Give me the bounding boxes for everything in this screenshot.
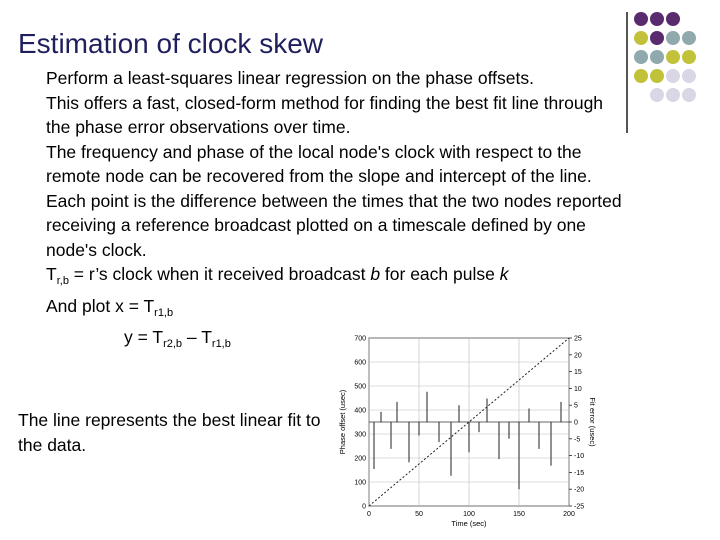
y-tick-label: 100	[354, 479, 366, 487]
y2-tick-label: 20	[574, 352, 582, 360]
bullet-3: The frequency and phase of the local node's clock with respect to the remote node can be recovered from the slope and intercept of the line.	[46, 141, 592, 186]
plot-y-prefix: y =	[124, 327, 153, 347]
bullet-2: This offers a fast, closed-form method for finding the best fit line through the phase error observations over time.	[46, 92, 604, 137]
plot-y-minus: – T	[182, 327, 212, 347]
slide-title: Estimation of clock skew	[18, 28, 323, 59]
x-tick-label: 200	[563, 511, 575, 518]
decor-dot	[666, 31, 680, 45]
decor-dot	[634, 50, 648, 64]
def-k: k	[499, 264, 509, 284]
y2-tick-label: -25	[574, 503, 585, 511]
y-axis-label: Phase offset (usec)	[338, 389, 347, 455]
decor-dot	[666, 12, 680, 26]
y-tick-label: 600	[354, 359, 366, 367]
plot-y-t1: T	[152, 327, 164, 347]
decor-dot	[666, 50, 680, 64]
x-axis-label: Time (sec)	[451, 519, 487, 528]
decor-dot	[682, 88, 696, 102]
decor-dot	[634, 12, 648, 26]
bullet-4: Each point is the difference between the times that the two nodes reported receiving a reference broadcast plotted on a timescale defined by one node's clock.	[46, 190, 622, 260]
y-tick-label: 200	[354, 455, 366, 463]
title-divider	[626, 12, 628, 133]
y-tick-label: 300	[354, 431, 366, 439]
bullet-1: Perform a least-squares linear regression on the phase offsets.	[46, 68, 534, 88]
def-t: T	[46, 264, 57, 284]
y2-tick-label: 0	[574, 419, 578, 427]
y-tick-label: 400	[354, 407, 366, 415]
y2-tick-label: 25	[574, 335, 582, 343]
caption: The line represents the best linear fit to the data.	[18, 410, 321, 455]
decor-dot	[666, 69, 680, 83]
decor-dot	[650, 12, 664, 26]
y-tick-label: 0	[362, 503, 366, 511]
decor-dot	[682, 31, 696, 45]
y2-tick-label: 5	[574, 402, 578, 410]
decor-dot	[650, 50, 664, 64]
y2-tick-label: -15	[574, 469, 585, 477]
plot-x-prefix: And plot x = T	[46, 295, 155, 316]
y2-tick-label: -5	[574, 436, 581, 444]
decor-dot	[666, 88, 680, 102]
decor-dot	[634, 69, 648, 83]
y2-tick-label: 15	[574, 369, 582, 377]
y2-tick-label: -10	[574, 453, 585, 461]
def-t-sub: r,b	[56, 275, 69, 287]
y-tick-label: 700	[354, 335, 366, 343]
x-tick-label: 0	[367, 511, 371, 518]
decor-dot	[634, 31, 648, 45]
plot-x-line	[46, 294, 626, 326]
bullet-list	[46, 66, 626, 360]
decor-dot	[682, 50, 696, 64]
y2-tick-label: -20	[574, 486, 585, 494]
def-rest: = r’s clock when it received broadcast	[68, 264, 371, 284]
decor-dot	[650, 31, 664, 45]
x-tick-label: 100	[463, 511, 475, 518]
x-tick-label: 50	[415, 511, 423, 518]
decor-dot	[650, 88, 664, 102]
decor-dot	[682, 69, 696, 83]
plot-x-sub: r1,b	[154, 306, 174, 319]
phase-offset-chart	[335, 328, 595, 528]
plot-y-sub1: r2,b	[163, 338, 183, 350]
def-mid: for each pulse	[380, 264, 500, 284]
y2-axis-label: Fit error (usec)	[588, 397, 597, 447]
y-tick-label: 500	[354, 383, 366, 391]
def-b: b	[370, 264, 381, 284]
plot-y-sub2: r1,b	[211, 338, 231, 350]
y2-tick-label: 10	[574, 385, 582, 393]
definition-line	[46, 262, 626, 294]
decor-dot	[650, 69, 664, 83]
x-tick-label: 150	[513, 511, 525, 518]
